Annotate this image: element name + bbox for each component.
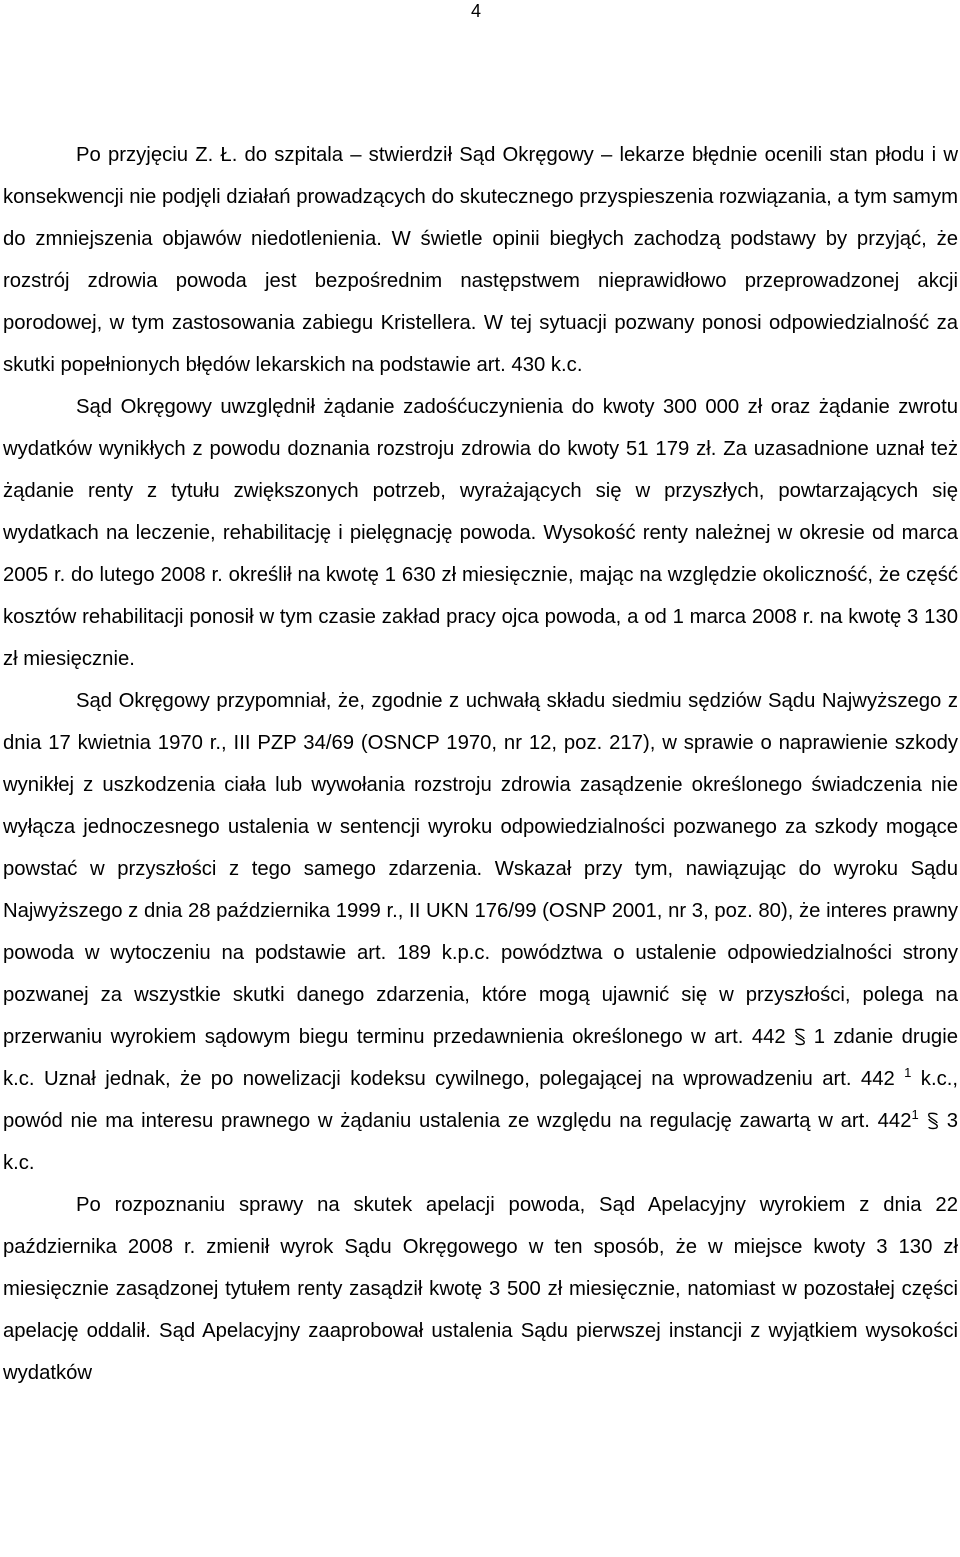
paragraph-2: Sąd Okręgowy uwzględnił żądanie zadośćuczynienia do kwoty 300 000 zł oraz żądanie zwrotu wydatków wynikłych z powodu doznania rozstroju zdrowia do kwoty 51 179 zł. Za uzasadnione uznał też żądanie renty z tytułu zwiększonych potrzeb, wyrażających się w przyszłych, powtarzających się wydatkach na leczenie, rehabilitację i pielęgnację powoda. Wysokość renty należnej w okresie od marca 2005 r. do lutego 2008 r. określił na kwotę 1 630 zł miesięcznie, mając na względzie okoliczność, że część kosztów rehabilitacji ponosił w tym czasie zakład pracy ojca powoda, a od 1 marca 2008 r. na kwotę 3 130 zł miesięcznie. bbox=[3, 396, 958, 670]
paragraph-3-part-2: 1 zdanie drugie k.c. Uznał jednak, że po nowelizacji kodeksu cywilnego, polegającej na wprowadzeniu art. 442 bbox=[3, 1026, 958, 1090]
superscript-2: 1 bbox=[911, 1107, 919, 1122]
document-body bbox=[0, 134, 960, 1394]
paragraph-1: Po przyjęciu Z. Ł. do szpitala – stwierdził Sąd Okręgowy – lekarze błędnie ocenili stan płodu i w konsekwencji nie podjęli działań prowadzących do skutecznego przyspieszenia rozwiązania, a tym samym do zmniejszenia objawów niedotlenienia. W świetle opinii biegłych zachodzą podstawy by przyjąć, że rozstrój zdrowia powoda jest bezpośrednim następstwem nieprawidłowo przeprowadzonej akcji porodowej, w tym zastosowania zabiegu Kristellera. W tej sytuacji pozwany ponosi odpowiedzialność za skutki popełnionych błędów lekarskich na podstawie art. 430 k.c. bbox=[3, 144, 958, 376]
paragraph-3-part-3: k.c., powód nie ma interesu prawnego w żądaniu ustalenia ze względu na regulację zawartą w art. 442 bbox=[3, 1068, 958, 1132]
page-number: 4 bbox=[471, 1, 482, 21]
paragraph-4: Po rozpoznaniu sprawy na skutek apelacji powoda, Sąd Apelacyjny wyrokiem z dnia 22 października 2008 r. zmienił wyrok Sądu Okręgowego w ten sposób, że w miejsce kwoty 3 130 zł miesięcznie zasądzonej tytułem renty zasądził kwotę 3 500 zł miesięcznie, natomiast w pozostałej części apelację oddalił. Sąd Apelacyjny zaaprobował ustalenia Sądu pierwszej instancji z wyjątkiem wysokości wydatków bbox=[3, 1194, 958, 1384]
section-sign-icon bbox=[790, 1028, 810, 1046]
paragraph-3 bbox=[3, 680, 958, 1184]
superscript-1: 1 bbox=[904, 1065, 912, 1080]
paragraph-3-part-1: Sąd Okręgowy przypomniał, że, zgodnie z uchwałą składu siedmiu sędziów Sądu Najwyższego z dnia 17 kwietnia 1970 r., III PZP 34/69 (OSNCP 1970, nr 12, poz. 217), w sprawie o naprawienie szkody wynikłej z uszkodzenia ciała lub wywołania rozstroju zdrowia zasądzenie określonego świadczenia nie wyłącza jednoczesnego ustalenia w sentencji wyroku odpowiedzialności pozwanego za szkody mogące powstać w przyszłości z tego samego zdarzenia. Wskazał przy tym, nawiązując do wyroku Sądu Najwyższego z dnia 28 października 1999 r., II UKN 176/99 (OSNP 2001, nr 3, poz. 80), że interes prawny powoda w wytoczeniu na podstawie art. 189 k.p.c. powództwa o ustalenie odpowiedzialności strony pozwanej za wszystkie skutki danego zdarzenia, które mogą ujawnić się w przyszłości, polega na przerwaniu wyrokiem sądowym biegu terminu przedawnienia określonego w art. 442 bbox=[3, 690, 958, 1048]
section-sign-icon bbox=[923, 1112, 943, 1130]
paragraph-3-part-4: 3 k.c. bbox=[3, 1110, 958, 1174]
